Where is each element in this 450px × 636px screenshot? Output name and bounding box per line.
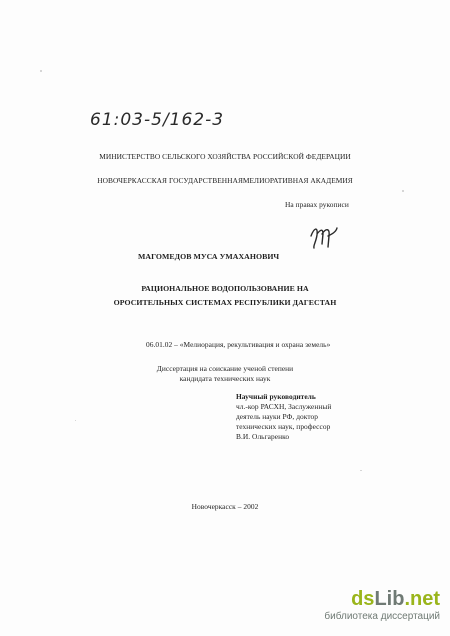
ministry-heading: МИНИСТЕРСТВО СЕЛЬСКОГО ХОЗЯЙСТВА РОССИЙСКОЙ ФЕДЕРАЦИИ bbox=[99, 152, 351, 161]
author-name: МАГОМЕДОВ МУСА УМАХАНОВИЧ bbox=[138, 252, 280, 261]
archive-code-handwritten: 61:03-5/162-3 bbox=[90, 110, 225, 130]
supervisor-line-2: деятель науки РФ, доктор bbox=[236, 412, 318, 421]
handwritten-signature bbox=[308, 222, 340, 252]
degree-line-1: Диссертация на соискание ученой степени bbox=[156, 364, 294, 373]
title-line-2: ОРОСИТЕЛЬНЫХ СИСТЕМАХ РЕСПУБЛИКИ ДАГЕСТАН bbox=[113, 298, 337, 307]
title-line-1: РАЦИОНАЛЬНОЕ ВОДОПОЛЬЗОВАНИЕ НА bbox=[141, 284, 309, 293]
watermark-subtitle: библиотека диссертаций bbox=[324, 611, 440, 622]
dslib-watermark bbox=[324, 589, 440, 622]
academy-heading: НОВОЧЕРКАССКАЯ ГОСУДАРСТВЕННАЯМЕЛИОРАТИВНАЯ АКАДЕМИЯ bbox=[97, 176, 353, 185]
scan-speck bbox=[75, 420, 76, 421]
supervisor-name: В.И. Ольгаренко bbox=[236, 432, 290, 441]
scan-speck bbox=[40, 70, 42, 72]
supervisor-line-3: технических наук, профессор bbox=[236, 422, 331, 431]
dslib-logo bbox=[324, 589, 440, 609]
logo-lib: Lib bbox=[374, 588, 405, 610]
logo-ds: ds bbox=[351, 588, 375, 610]
rights-note: На правах рукописи bbox=[285, 200, 349, 209]
supervisor-heading: Научный руководитель bbox=[236, 392, 316, 401]
logo-net: .net bbox=[404, 588, 440, 610]
scan-speck bbox=[402, 190, 404, 192]
supervisor-line-1: чл.-кор РАСХН, Заслуженный bbox=[236, 402, 332, 411]
scan-speck bbox=[360, 470, 362, 471]
specialty-code: 06.01.02 – «Мелиорация, рекультивация и охрана земель» bbox=[146, 340, 331, 349]
city-year: Новочеркасск – 2002 bbox=[191, 502, 259, 511]
degree-line-2: кандидата технических наук bbox=[179, 374, 271, 383]
